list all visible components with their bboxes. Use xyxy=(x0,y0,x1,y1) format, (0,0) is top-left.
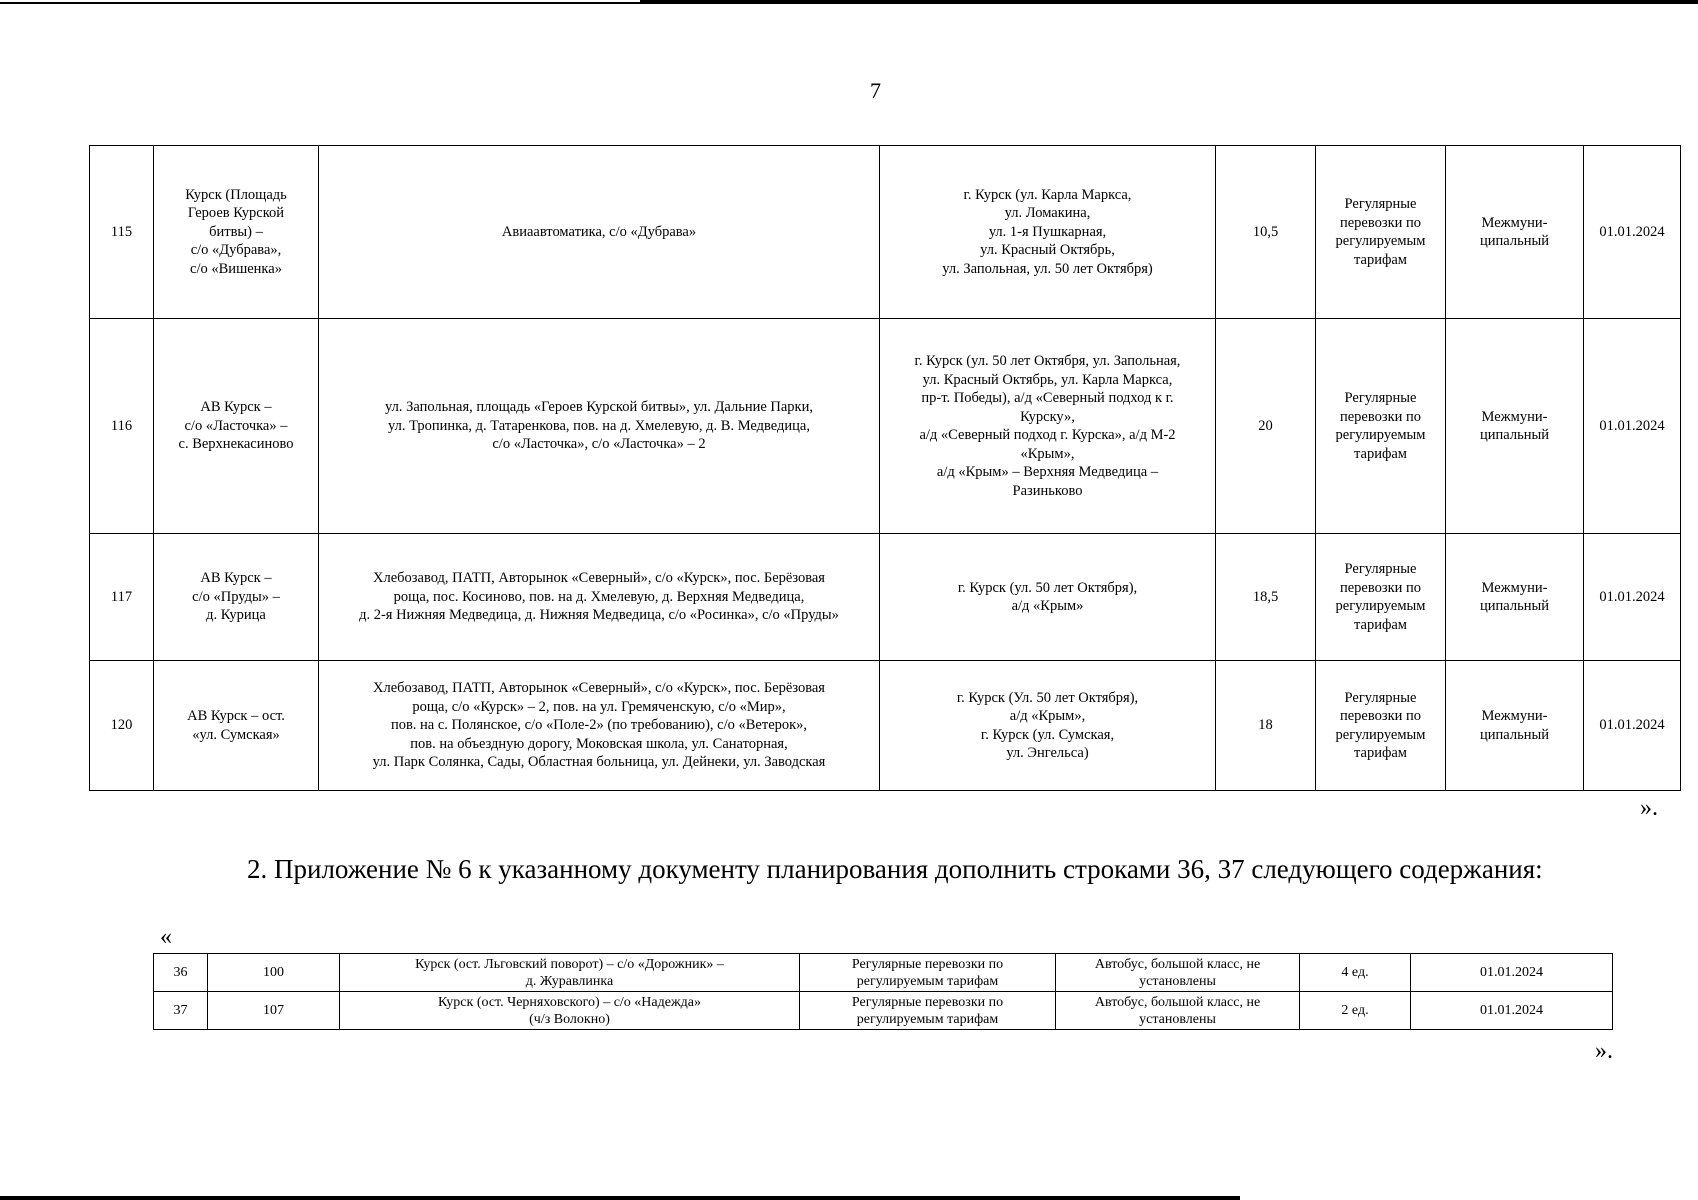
row-number: 37 xyxy=(154,992,208,1030)
route-streets: г. Курск (ул. 50 лет Октября), а/д «Крым» xyxy=(880,534,1216,661)
vehicle-count: 2 ед. xyxy=(1300,992,1411,1030)
routes-table xyxy=(89,145,1681,791)
route-kind: Межмуни- ципальный xyxy=(1446,534,1584,661)
route-streets: г. Курск (ул. 50 лет Октября, ул. Запольная, ул. Красный Октябрь, ул. Карла Маркса, пр-т. Победы), а/д «Северный подход к г. Курску», а/д «Северный подход г. Курска», а/д М-2 «Крым», а/д «Крым» – Верхняя Медведица – Разиньково xyxy=(880,319,1216,534)
start-date: 01.01.2024 xyxy=(1411,954,1613,992)
table-row xyxy=(90,146,1681,319)
route-name: АВ Курск – с/о «Пруды» – д. Курица xyxy=(154,534,319,661)
paragraph-text: 2. Приложение № 6 к указанному документу планирования дополнить строками 36, 37 следующего содержания: xyxy=(247,854,1543,884)
table-row xyxy=(90,534,1681,661)
table-row xyxy=(154,954,1613,992)
route-length: 18,5 xyxy=(1216,534,1316,661)
route-kind: Межмуни- ципальный xyxy=(1446,319,1584,534)
row-number: 36 xyxy=(154,954,208,992)
route-number: 116 xyxy=(90,319,154,534)
route-stops: ул. Запольная, площадь «Героев Курской битвы», ул. Дальние Парки, ул. Тропинка, д. Татаренкова, пов. на д. Хмелевую, д. В. Медведица, с/о «Ласточка», с/о «Ласточка» – 2 xyxy=(319,319,880,534)
route-streets: г. Курск (Ул. 50 лет Октября), а/д «Крым», г. Курск (ул. Сумская, ул. Энгельса) xyxy=(880,661,1216,791)
route-name: АВ Курск – с/о «Ласточка» – с. Верхнекасиново xyxy=(154,319,319,534)
route-number: 115 xyxy=(90,146,154,319)
route-kind: Межмуни- ципальный xyxy=(1446,661,1584,791)
table-row xyxy=(154,992,1613,1030)
scan-edge-gap xyxy=(0,0,640,2)
body-paragraph xyxy=(175,853,1590,886)
start-date: 01.01.2024 xyxy=(1584,661,1681,791)
page-number: 7 xyxy=(870,78,881,103)
route-length: 20 xyxy=(1216,319,1316,534)
route-stops: Авиаавтоматика, с/о «Дубрава» xyxy=(319,146,880,319)
appendix-table xyxy=(153,953,1613,1030)
table-row xyxy=(90,661,1681,791)
route-stops: Хлебозавод, ПАТП, Авторынок «Северный», с/о «Курск», пос. Берёзовая роща, с/о «Курск» – 2, пов. на ул. Гремяченскую, с/о «Мир», пов. на с. Полянское, с/о «Поле-2» (по требованию), с/о «Ветерок», пов. на объездную дорогу, Моковская школа, ул. Санаторная, ул. Парк Солянка, Сады, Областная больница, ул. Дейнеки, ул. Заводская xyxy=(319,661,880,791)
route-number: 120 xyxy=(90,661,154,791)
route-name: Курск (ост. Черняховского) – с/о «Надежда» (ч/з Волокно) xyxy=(340,992,800,1030)
route-kind: Межмуни- ципальный xyxy=(1446,146,1584,319)
route-name: Курск (Площадь Героев Курской битвы) – с/о «Дубрава», с/о «Вишенка» xyxy=(154,146,319,319)
vehicle-count: 4 ед. xyxy=(1300,954,1411,992)
route-number: 107 xyxy=(208,992,340,1030)
route-name: АВ Курск – ост. «ул. Сумская» xyxy=(154,661,319,791)
vehicle-class: Автобус, большой класс, не установлены xyxy=(1056,992,1300,1030)
start-date: 01.01.2024 xyxy=(1584,319,1681,534)
start-date: 01.01.2024 xyxy=(1584,146,1681,319)
closing-quote: ». xyxy=(1640,795,1658,821)
route-stops: Хлебозавод, ПАТП, Авторынок «Северный», с/о «Курск», пос. Берёзовая роща, пос. Косиново, пов. на д. Хмелевую, д. Верхняя Медведица, д. 2-я Нижняя Медведица, д. Нижняя Медведица, с/о «Росинка», с/о «Пруды» xyxy=(319,534,880,661)
route-length: 10,5 xyxy=(1216,146,1316,319)
transport-type: Регулярные перевозки по регулируемым тарифам xyxy=(1316,146,1446,319)
transport-type: Регулярные перевозки по регулируемым тарифам xyxy=(800,954,1056,992)
route-length: 18 xyxy=(1216,661,1316,791)
transport-type: Регулярные перевозки по регулируемым тарифам xyxy=(1316,661,1446,791)
route-name: Курск (ост. Льговский поворот) – с/о «Дорожник» – д. Журавлинка xyxy=(340,954,800,992)
route-number: 100 xyxy=(208,954,340,992)
transport-type: Регулярные перевозки по регулируемым тарифам xyxy=(1316,534,1446,661)
start-date: 01.01.2024 xyxy=(1411,992,1613,1030)
start-date: 01.01.2024 xyxy=(1584,534,1681,661)
route-streets: г. Курск (ул. Карла Маркса, ул. Ломакина, ул. 1-я Пушкарная, ул. Красный Октябрь, ул. Запольная, ул. 50 лет Октября) xyxy=(880,146,1216,319)
closing-quote: ». xyxy=(1595,1038,1613,1064)
opening-quote: « xyxy=(160,924,172,950)
vehicle-class: Автобус, большой класс, не установлены xyxy=(1056,954,1300,992)
transport-type: Регулярные перевозки по регулируемым тарифам xyxy=(800,992,1056,1030)
route-number: 117 xyxy=(90,534,154,661)
table-row xyxy=(90,319,1681,534)
transport-type: Регулярные перевозки по регулируемым тарифам xyxy=(1316,319,1446,534)
scan-edge-bottom xyxy=(0,1196,1240,1200)
